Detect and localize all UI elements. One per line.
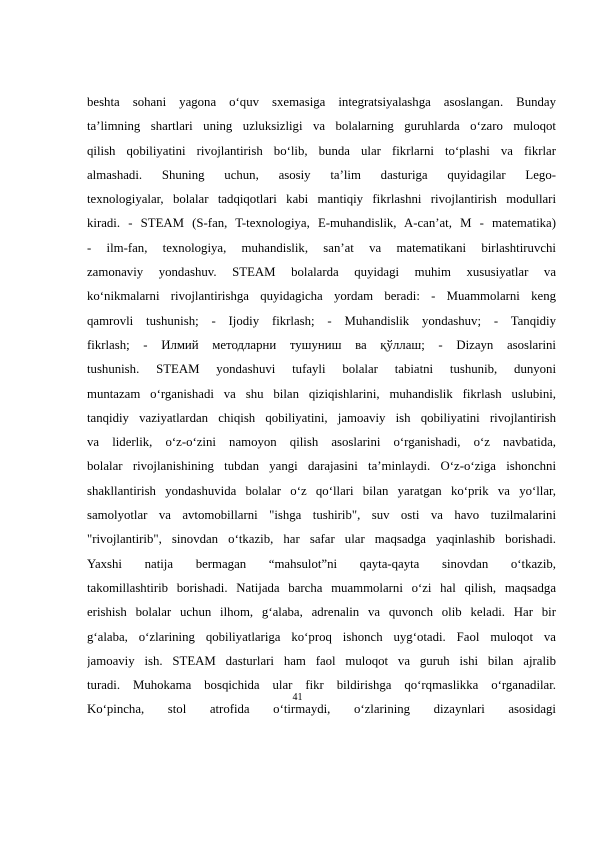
text-line: erishish bolalar uchun ilhom, g‘alaba, adrenalin va quvonch olib keladi. Har bir (87, 605, 556, 620)
text-line: zamonaviy yondashuv. STEAM bolalarda quyidagi muhim xususiyatlar va (87, 265, 556, 280)
text-line: qilish qobiliyatini rivojlantirish bo‘lib, bunda ular fikrlarni to‘plashi va fikrlar (87, 143, 556, 158)
text-line: texnologiyalar, bolalar tadqiqotlari kabi mantiqiy fikrlashni rivojlantirish modullari (87, 192, 556, 207)
text-line: tanqidiy vaziyatlardan chiqish qobiliyatini, jamoaviy ish qobiliyatini rivojlantirish (87, 410, 556, 425)
text-line: almashadi. Shuning uchun, asosiy ta’lim dasturiga quyidagilar Lego- (87, 167, 556, 182)
text-line: ko‘nikmalarni rivojlantirishga quyidagicha yordam beradi: - Muammolarni keng (87, 289, 556, 304)
text-line: Ko‘pincha, stol atrofida o‘tirmaydi, o‘zlarining dizaynlari asosidagi (87, 702, 556, 717)
text-line: beshta sohani yagona o‘quv sxemasiga integratsiyalashga asoslangan. Bunday (87, 95, 556, 109)
text-line: g‘alaba, o‘zlarining qobiliyatlariga ko‘proq ishonch uyg‘otadi. Faol muloqot va (87, 629, 556, 644)
text-line: kiradi. - STEAM (S-fan, T-texnologiya, E-muhandislik, A-can’at, M - matematika) (87, 216, 556, 231)
body-paragraph (87, 90, 556, 722)
text-line: samolyotlar va avtomobillarni "ishga tushirib", suv osti va havo tuzilmalarini (87, 508, 556, 523)
text-line: Yaxshi natija bermagan “mahsulot”ni qayta-qayta sinovdan o‘tkazib, (87, 556, 556, 571)
text-line: - ilm-fan, texnologiya, muhandislik, san’at va matematikani birlashtiruvchi (87, 240, 556, 255)
text-line: bolalar rivojlanishining tubdan yangi darajasini ta’minlaydi. O‘z-o‘ziga ishonchni (87, 459, 556, 474)
text-line: tushunish. STEAM yondashuvi tufayli bolalar tabiatni tushunib, dunyoni (87, 362, 556, 377)
text-line: shakllantirish yondashuvida bolalar o‘z qo‘llari bilan yaratgan ko‘prik va yo‘llar, (87, 483, 556, 498)
text-line: jamoaviy ish. STEAM dasturlari ham faol muloqot va guruh ishi bilan ajralib (87, 653, 556, 668)
text-line: "rivojlantirib", sinovdan o‘tkazib, har safar ular maqsadga yaqinlashib borishadi. (87, 532, 556, 547)
text-line: qamrovli tushunish; - Ijodiy fikrlash; - Muhandislik yondashuv; - Tanqidiy (87, 313, 556, 328)
text-line: takomillashtirib borishadi. Natijada barcha muammolarni o‘zi hal qilish, maqsadga (87, 580, 556, 595)
text-line: muntazam o‘rganishadi va shu bilan qiziqishlarini, muhandislik fikrlash uslubini, (87, 386, 556, 401)
text-line: fikrlash; - Илмий методларни тушуниш ва қўллаш; - Dizayn asoslarini (87, 337, 556, 352)
text-line: va liderlik, o‘z-o‘zini namoyon qilish asoslarini o‘rganishadi, o‘z navbatida, (87, 435, 556, 450)
text-line: turadi. Muhokama bosqichida ular fikr bildirishga qo‘rqmaslikka o‘rganadilar. (87, 678, 556, 693)
page-number: 41 (292, 692, 303, 703)
text-line: ta’limning shartlari uning uzluksizligi va bolalarning guruhlarda o‘zaro muloqot (87, 119, 556, 134)
